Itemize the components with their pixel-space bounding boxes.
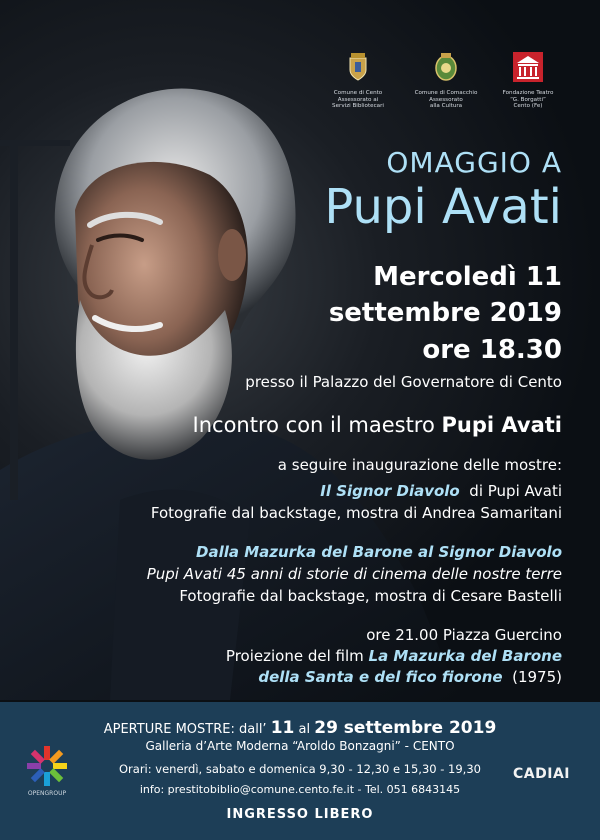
- logo-text-line: Comune di Cento: [333, 90, 383, 96]
- cadiai-logo: CADIAI: [513, 766, 570, 782]
- logo-text-line: “G. Borgatti”: [510, 96, 546, 103]
- logo-text-line: Servizi Bibliotecari: [332, 103, 384, 110]
- aperture-line: [0, 719, 600, 739]
- info-line: info: prestitobiblio@comune.cento.fe.it - Tel. 051 6843145: [139, 783, 461, 796]
- aperture-al: al: [298, 722, 311, 737]
- incontro-name: Pupi Avati: [441, 413, 562, 437]
- projection-line2: [60, 668, 562, 686]
- heading-name: Pupi Avati: [324, 179, 562, 235]
- sponsor-logos: [318, 52, 568, 122]
- projection-text: Proiezione del film: [225, 647, 369, 665]
- projection-year: (1975): [512, 668, 562, 686]
- exhibit1-desc: Fotografie dal backstage, mostra di Andrea Samaritani: [150, 504, 562, 522]
- logo-fondazione-teatro: [488, 52, 568, 110]
- event-time: ore 18.30: [422, 335, 562, 365]
- projection-line: [60, 647, 562, 665]
- logo-comune-comacchio: [406, 52, 486, 110]
- logo-text-line: alla Cultura: [429, 103, 463, 110]
- info-band: [0, 702, 600, 840]
- logo-text-line: Comune di Comacchio: [414, 90, 478, 96]
- logo-text-line: Assessorato ai: [337, 96, 379, 103]
- logo-comune-cento: [318, 52, 398, 110]
- opengroup-logo: [18, 744, 76, 797]
- exhibit1-title: Il Signor Diavolo: [320, 482, 460, 500]
- logo-text-line: Cento (Fe): [513, 103, 543, 110]
- exhibit1-by: di Pupi Avati: [469, 482, 562, 500]
- incontro-line: [60, 412, 562, 438]
- opengroup-label: OPENGROUP: [27, 790, 67, 797]
- incontro-text: Incontro con il maestro: [192, 413, 442, 437]
- projection-time: ore 21.00 Piazza Guercino: [366, 626, 562, 644]
- aperture-label: APERTURE MOSTRE: dall’: [103, 722, 267, 737]
- coat-of-arms-icon: [434, 52, 458, 82]
- aperture-from: 11: [270, 718, 295, 738]
- opengroup-star-icon: [22, 744, 72, 788]
- ingresso-line: INGRESSO LIBERO: [226, 807, 374, 822]
- logo-text-line: Fondazione Teatro: [502, 90, 554, 96]
- seguire-line: a seguire inaugurazione delle mostre:: [277, 456, 562, 474]
- exhibit2-subtitle: Pupi Avati 45 anni di storie di cinema delle nostre terre: [146, 565, 562, 583]
- projection-title1: La Mazurka del Barone: [368, 647, 562, 665]
- exhibit1-title-line: [60, 482, 562, 500]
- aperture-to: 29 settembre 2019: [314, 718, 497, 738]
- coat-of-arms-icon: [347, 52, 369, 82]
- exhibit2-title: Dalla Mazurka del Barone al Signor Diavolo: [196, 543, 562, 561]
- theatre-facade-icon: [513, 52, 543, 82]
- logo-text-line: Assessorato: [429, 96, 463, 103]
- gallery-line: Galleria d’Arte Moderna “Aroldo Bonzagni” - CENTO: [145, 739, 455, 753]
- event-date-line2: settembre 2019: [328, 298, 562, 328]
- heading-pre: OMAGGIO A: [386, 146, 562, 179]
- exhibit2-desc: Fotografie dal backstage, mostra di Cesare Bastelli: [179, 587, 562, 605]
- event-date-line1: Mercoledì 11: [373, 262, 562, 292]
- event-venue: presso il Palazzo del Governatore di Cento: [245, 373, 562, 391]
- orari-line: Orari: venerdì, sabato e domenica 9,30 - 12,30 e 15,30 - 19,30: [119, 762, 481, 776]
- projection-title2: della Santa e del fico fiorone: [258, 668, 503, 686]
